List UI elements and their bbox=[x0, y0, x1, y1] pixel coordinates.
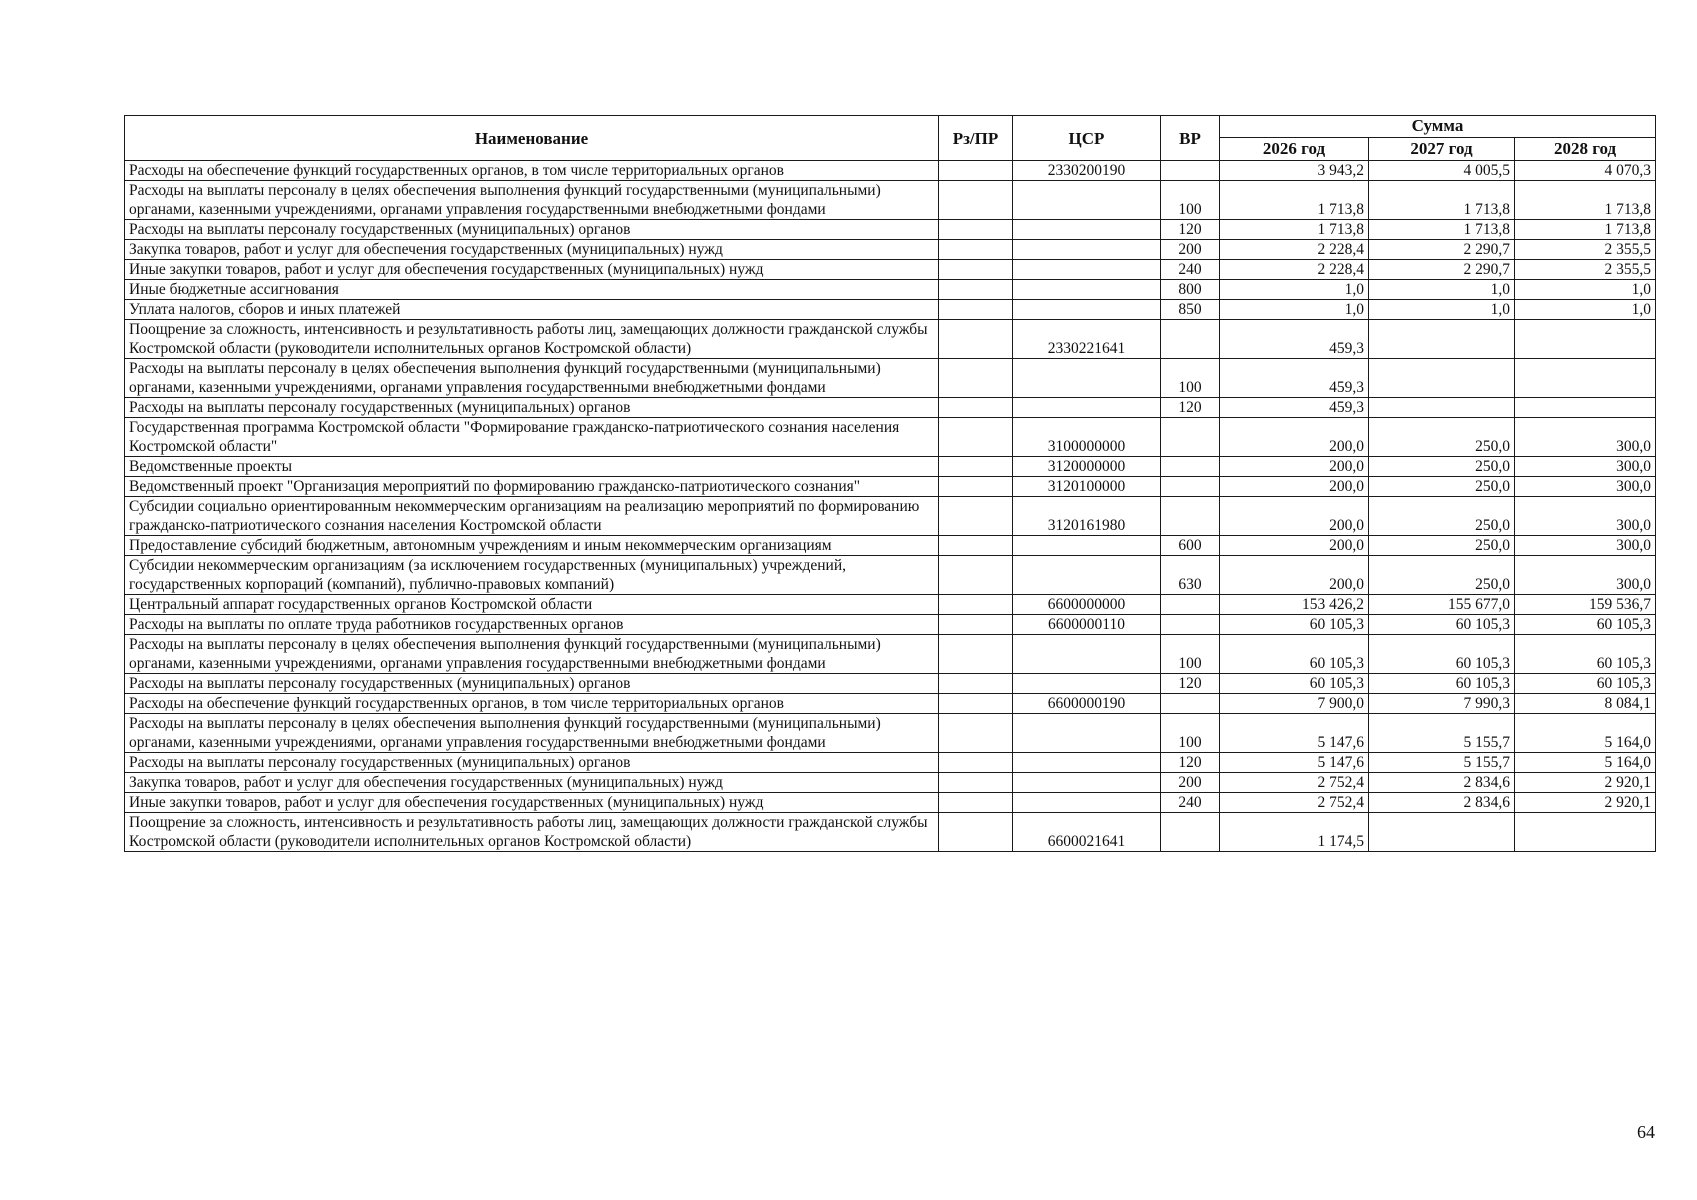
row-sum-2028: 300,0 bbox=[1515, 556, 1656, 595]
header-name: Наименование bbox=[125, 116, 939, 161]
row-rz-pr bbox=[939, 595, 1013, 615]
row-sum-2028: 2 920,1 bbox=[1515, 793, 1656, 813]
row-name: Расходы на выплаты персоналу государственных (муниципальных) органов bbox=[125, 753, 939, 773]
table-row bbox=[125, 457, 1656, 477]
row-sum-2026: 3 943,2 bbox=[1220, 161, 1369, 181]
row-sum-2028: 2 355,5 bbox=[1515, 240, 1656, 260]
header-year-2027: 2027 год bbox=[1369, 138, 1515, 161]
row-name: Иные бюджетные ассигнования bbox=[125, 280, 939, 300]
row-vr: 240 bbox=[1161, 260, 1220, 280]
row-sum-2026: 200,0 bbox=[1220, 477, 1369, 497]
row-name: Расходы на выплаты персоналу в целях обеспечения выполнения функций государственными (муниципальными) органами, казенными учреждениями, органами управления государственными внебюджетными фондами bbox=[125, 181, 939, 220]
row-sum-2028 bbox=[1515, 813, 1656, 852]
row-rz-pr bbox=[939, 793, 1013, 813]
table-row bbox=[125, 418, 1656, 457]
row-sum-2027: 250,0 bbox=[1369, 497, 1515, 536]
row-sum-2026: 5 147,6 bbox=[1220, 714, 1369, 753]
row-name: Расходы на выплаты персоналу в целях обеспечения выполнения функций государственными (муниципальными) органами, казенными учреждениями, органами управления государственными внебюджетными фондами bbox=[125, 359, 939, 398]
row-sum-2027: 250,0 bbox=[1369, 536, 1515, 556]
row-name: Расходы на обеспечение функций государственных органов, в том числе территориальных органов bbox=[125, 694, 939, 714]
row-rz-pr bbox=[939, 773, 1013, 793]
row-csr: 6600000190 bbox=[1013, 694, 1161, 714]
row-sum-2028: 159 536,7 bbox=[1515, 595, 1656, 615]
row-vr: 100 bbox=[1161, 714, 1220, 753]
row-vr: 100 bbox=[1161, 359, 1220, 398]
row-name: Поощрение за сложность, интенсивность и результативность работы лиц, замещающих должности гражданской службы Костромской области (руководители исполнительных органов Костромской области) bbox=[125, 813, 939, 852]
row-csr: 3120000000 bbox=[1013, 457, 1161, 477]
table-row bbox=[125, 240, 1656, 260]
row-sum-2028: 8 084,1 bbox=[1515, 694, 1656, 714]
row-sum-2026: 153 426,2 bbox=[1220, 595, 1369, 615]
row-sum-2026: 200,0 bbox=[1220, 418, 1369, 457]
row-vr bbox=[1161, 595, 1220, 615]
row-sum-2026: 459,3 bbox=[1220, 398, 1369, 418]
row-sum-2026: 1 713,8 bbox=[1220, 220, 1369, 240]
table-row bbox=[125, 398, 1656, 418]
row-csr: 3120161980 bbox=[1013, 497, 1161, 536]
row-csr: 6600000000 bbox=[1013, 595, 1161, 615]
row-name: Государственная программа Костромской области "Формирование гражданско-патриотического сознания населения Костромской области" bbox=[125, 418, 939, 457]
row-vr bbox=[1161, 615, 1220, 635]
row-rz-pr bbox=[939, 280, 1013, 300]
table-row bbox=[125, 497, 1656, 536]
row-rz-pr bbox=[939, 161, 1013, 181]
header-year-2026: 2026 год bbox=[1220, 138, 1369, 161]
row-sum-2027 bbox=[1369, 359, 1515, 398]
table-row bbox=[125, 595, 1656, 615]
row-vr: 630 bbox=[1161, 556, 1220, 595]
row-vr bbox=[1161, 457, 1220, 477]
row-sum-2026: 1 174,5 bbox=[1220, 813, 1369, 852]
row-sum-2028: 60 105,3 bbox=[1515, 615, 1656, 635]
row-sum-2026: 2 752,4 bbox=[1220, 773, 1369, 793]
row-sum-2027: 2 834,6 bbox=[1369, 793, 1515, 813]
row-sum-2027: 60 105,3 bbox=[1369, 615, 1515, 635]
page-number: 64 bbox=[1637, 1122, 1655, 1142]
table-row bbox=[125, 260, 1656, 280]
row-csr bbox=[1013, 398, 1161, 418]
row-rz-pr bbox=[939, 813, 1013, 852]
table-body bbox=[125, 161, 1656, 852]
row-vr: 200 bbox=[1161, 773, 1220, 793]
table-row bbox=[125, 556, 1656, 595]
table-row bbox=[125, 635, 1656, 674]
row-name: Поощрение за сложность, интенсивность и результативность работы лиц, замещающих должности гражданской службы Костромской области (руководители исполнительных органов Костромской области) bbox=[125, 320, 939, 359]
row-sum-2026: 60 105,3 bbox=[1220, 635, 1369, 674]
row-vr: 100 bbox=[1161, 181, 1220, 220]
row-rz-pr bbox=[939, 220, 1013, 240]
row-rz-pr bbox=[939, 753, 1013, 773]
table-row bbox=[125, 161, 1656, 181]
row-csr: 3100000000 bbox=[1013, 418, 1161, 457]
row-sum-2028: 2 920,1 bbox=[1515, 773, 1656, 793]
row-sum-2028: 300,0 bbox=[1515, 477, 1656, 497]
table-row bbox=[125, 300, 1656, 320]
row-sum-2028 bbox=[1515, 359, 1656, 398]
row-sum-2027: 5 155,7 bbox=[1369, 753, 1515, 773]
table-row bbox=[125, 359, 1656, 398]
row-name: Ведомственный проект "Организация мероприятий по формированию гражданско-патриотического сознания" bbox=[125, 477, 939, 497]
row-name: Расходы на выплаты персоналу государственных (муниципальных) органов bbox=[125, 220, 939, 240]
row-sum-2026: 200,0 bbox=[1220, 497, 1369, 536]
table-row bbox=[125, 753, 1656, 773]
row-sum-2026: 1,0 bbox=[1220, 300, 1369, 320]
row-rz-pr bbox=[939, 300, 1013, 320]
row-vr bbox=[1161, 418, 1220, 457]
row-name: Центральный аппарат государственных органов Костромской области bbox=[125, 595, 939, 615]
row-csr bbox=[1013, 240, 1161, 260]
row-sum-2026: 60 105,3 bbox=[1220, 615, 1369, 635]
row-name: Расходы на выплаты по оплате труда работников государственных органов bbox=[125, 615, 939, 635]
row-rz-pr bbox=[939, 674, 1013, 694]
table-row bbox=[125, 694, 1656, 714]
row-sum-2026: 60 105,3 bbox=[1220, 674, 1369, 694]
header-sum: Сумма bbox=[1220, 116, 1656, 138]
row-name: Закупка товаров, работ и услуг для обеспечения государственных (муниципальных) нужд bbox=[125, 240, 939, 260]
row-sum-2026: 7 900,0 bbox=[1220, 694, 1369, 714]
row-csr bbox=[1013, 536, 1161, 556]
table-row bbox=[125, 714, 1656, 753]
row-csr: 6600000110 bbox=[1013, 615, 1161, 635]
row-name: Расходы на выплаты персоналу государственных (муниципальных) органов bbox=[125, 398, 939, 418]
row-rz-pr bbox=[939, 635, 1013, 674]
row-name: Закупка товаров, работ и услуг для обеспечения государственных (муниципальных) нужд bbox=[125, 773, 939, 793]
table-row bbox=[125, 615, 1656, 635]
row-rz-pr bbox=[939, 497, 1013, 536]
row-rz-pr bbox=[939, 320, 1013, 359]
row-name: Расходы на обеспечение функций государственных органов, в том числе территориальных органов bbox=[125, 161, 939, 181]
row-sum-2026: 459,3 bbox=[1220, 320, 1369, 359]
row-sum-2028 bbox=[1515, 320, 1656, 359]
row-vr: 100 bbox=[1161, 635, 1220, 674]
row-csr bbox=[1013, 674, 1161, 694]
row-vr: 200 bbox=[1161, 240, 1220, 260]
row-csr bbox=[1013, 556, 1161, 595]
row-vr: 800 bbox=[1161, 280, 1220, 300]
row-sum-2027: 250,0 bbox=[1369, 477, 1515, 497]
row-csr bbox=[1013, 753, 1161, 773]
row-sum-2026: 1,0 bbox=[1220, 280, 1369, 300]
budget-table bbox=[124, 115, 1656, 852]
row-vr: 120 bbox=[1161, 753, 1220, 773]
row-name: Расходы на выплаты персоналу в целях обеспечения выполнения функций государственными (муниципальными) органами, казенными учреждениями, органами управления государственными внебюджетными фондами bbox=[125, 635, 939, 674]
row-csr: 6600021641 bbox=[1013, 813, 1161, 852]
row-sum-2026: 2 752,4 bbox=[1220, 793, 1369, 813]
table-row bbox=[125, 773, 1656, 793]
row-rz-pr bbox=[939, 418, 1013, 457]
header-rz-pr: Рз/ПР bbox=[939, 116, 1013, 161]
row-rz-pr bbox=[939, 240, 1013, 260]
row-sum-2027: 1 713,8 bbox=[1369, 181, 1515, 220]
table-row bbox=[125, 280, 1656, 300]
row-sum-2028: 4 070,3 bbox=[1515, 161, 1656, 181]
row-sum-2028: 300,0 bbox=[1515, 457, 1656, 477]
row-sum-2027: 1 713,8 bbox=[1369, 220, 1515, 240]
row-vr: 120 bbox=[1161, 398, 1220, 418]
row-csr bbox=[1013, 260, 1161, 280]
row-vr bbox=[1161, 497, 1220, 536]
row-sum-2027: 2 290,7 bbox=[1369, 240, 1515, 260]
row-rz-pr bbox=[939, 477, 1013, 497]
row-rz-pr bbox=[939, 536, 1013, 556]
row-rz-pr bbox=[939, 556, 1013, 595]
row-sum-2027: 4 005,5 bbox=[1369, 161, 1515, 181]
row-rz-pr bbox=[939, 457, 1013, 477]
row-sum-2026: 200,0 bbox=[1220, 457, 1369, 477]
row-csr bbox=[1013, 280, 1161, 300]
row-csr bbox=[1013, 300, 1161, 320]
row-sum-2028: 5 164,0 bbox=[1515, 714, 1656, 753]
row-vr bbox=[1161, 813, 1220, 852]
row-name: Субсидии некоммерческим организациям (за исключением государственных (муниципальных) учреждений, государственных корпораций (компаний), публично-правовых компаний) bbox=[125, 556, 939, 595]
row-name: Уплата налогов, сборов и иных платежей bbox=[125, 300, 939, 320]
row-sum-2027: 1,0 bbox=[1369, 300, 1515, 320]
row-sum-2027: 250,0 bbox=[1369, 457, 1515, 477]
row-sum-2026: 1 713,8 bbox=[1220, 181, 1369, 220]
row-csr: 3120100000 bbox=[1013, 477, 1161, 497]
row-sum-2028: 5 164,0 bbox=[1515, 753, 1656, 773]
row-vr: 120 bbox=[1161, 220, 1220, 240]
row-rz-pr bbox=[939, 260, 1013, 280]
row-sum-2028: 1 713,8 bbox=[1515, 220, 1656, 240]
row-csr bbox=[1013, 359, 1161, 398]
row-sum-2028 bbox=[1515, 398, 1656, 418]
row-rz-pr bbox=[939, 714, 1013, 753]
row-sum-2028: 60 105,3 bbox=[1515, 635, 1656, 674]
row-rz-pr bbox=[939, 398, 1013, 418]
table-row bbox=[125, 793, 1656, 813]
row-vr: 240 bbox=[1161, 793, 1220, 813]
row-sum-2027: 7 990,3 bbox=[1369, 694, 1515, 714]
row-csr bbox=[1013, 773, 1161, 793]
header-csr: ЦСР bbox=[1013, 116, 1161, 161]
row-csr bbox=[1013, 220, 1161, 240]
row-sum-2027 bbox=[1369, 813, 1515, 852]
row-csr bbox=[1013, 714, 1161, 753]
row-sum-2026: 200,0 bbox=[1220, 536, 1369, 556]
row-name: Иные закупки товаров, работ и услуг для обеспечения государственных (муниципальных) нужд bbox=[125, 260, 939, 280]
row-sum-2028: 60 105,3 bbox=[1515, 674, 1656, 694]
row-sum-2027: 60 105,3 bbox=[1369, 635, 1515, 674]
row-sum-2027: 250,0 bbox=[1369, 556, 1515, 595]
row-csr bbox=[1013, 181, 1161, 220]
row-sum-2027: 1,0 bbox=[1369, 280, 1515, 300]
row-csr bbox=[1013, 635, 1161, 674]
row-sum-2028: 1,0 bbox=[1515, 280, 1656, 300]
row-csr: 2330200190 bbox=[1013, 161, 1161, 181]
row-rz-pr bbox=[939, 359, 1013, 398]
row-sum-2026: 200,0 bbox=[1220, 556, 1369, 595]
row-sum-2028: 300,0 bbox=[1515, 418, 1656, 457]
row-vr bbox=[1161, 477, 1220, 497]
row-sum-2028: 2 355,5 bbox=[1515, 260, 1656, 280]
row-sum-2027: 60 105,3 bbox=[1369, 674, 1515, 694]
table-row bbox=[125, 181, 1656, 220]
row-sum-2026: 2 228,4 bbox=[1220, 240, 1369, 260]
row-name: Расходы на выплаты персоналу в целях обеспечения выполнения функций государственными (муниципальными) органами, казенными учреждениями, органами управления государственными внебюджетными фондами bbox=[125, 714, 939, 753]
row-sum-2027: 2 834,6 bbox=[1369, 773, 1515, 793]
header-year-2028: 2028 год bbox=[1515, 138, 1656, 161]
row-sum-2027: 155 677,0 bbox=[1369, 595, 1515, 615]
row-name: Субсидии социально ориентированным некоммерческим организациям на реализацию мероприятий по формированию гражданско-патриотического сознания населения Костромской области bbox=[125, 497, 939, 536]
row-vr: 120 bbox=[1161, 674, 1220, 694]
header-vr: ВР bbox=[1161, 116, 1220, 161]
row-vr: 850 bbox=[1161, 300, 1220, 320]
row-sum-2028: 300,0 bbox=[1515, 536, 1656, 556]
table-header bbox=[125, 116, 1656, 161]
row-sum-2028: 300,0 bbox=[1515, 497, 1656, 536]
row-sum-2027: 2 290,7 bbox=[1369, 260, 1515, 280]
row-rz-pr bbox=[939, 694, 1013, 714]
table-row bbox=[125, 477, 1656, 497]
row-sum-2028: 1 713,8 bbox=[1515, 181, 1656, 220]
row-name: Расходы на выплаты персоналу государственных (муниципальных) органов bbox=[125, 674, 939, 694]
row-rz-pr bbox=[939, 615, 1013, 635]
table-row bbox=[125, 320, 1656, 359]
row-sum-2026: 459,3 bbox=[1220, 359, 1369, 398]
row-name: Предоставление субсидий бюджетным, автономным учреждениям и иным некоммерческим организациям bbox=[125, 536, 939, 556]
row-sum-2027: 5 155,7 bbox=[1369, 714, 1515, 753]
row-name: Ведомственные проекты bbox=[125, 457, 939, 477]
row-vr: 600 bbox=[1161, 536, 1220, 556]
row-vr bbox=[1161, 320, 1220, 359]
row-sum-2026: 2 228,4 bbox=[1220, 260, 1369, 280]
row-sum-2027: 250,0 bbox=[1369, 418, 1515, 457]
row-name: Иные закупки товаров, работ и услуг для обеспечения государственных (муниципальных) нужд bbox=[125, 793, 939, 813]
budget-sheet bbox=[124, 115, 1655, 852]
row-sum-2027 bbox=[1369, 398, 1515, 418]
row-rz-pr bbox=[939, 181, 1013, 220]
row-csr bbox=[1013, 793, 1161, 813]
table-row bbox=[125, 220, 1656, 240]
row-vr bbox=[1161, 161, 1220, 181]
table-row bbox=[125, 536, 1656, 556]
row-sum-2026: 5 147,6 bbox=[1220, 753, 1369, 773]
row-csr: 2330221641 bbox=[1013, 320, 1161, 359]
table-row bbox=[125, 674, 1656, 694]
table-row bbox=[125, 813, 1656, 852]
row-sum-2027 bbox=[1369, 320, 1515, 359]
row-vr bbox=[1161, 694, 1220, 714]
row-sum-2028: 1,0 bbox=[1515, 300, 1656, 320]
